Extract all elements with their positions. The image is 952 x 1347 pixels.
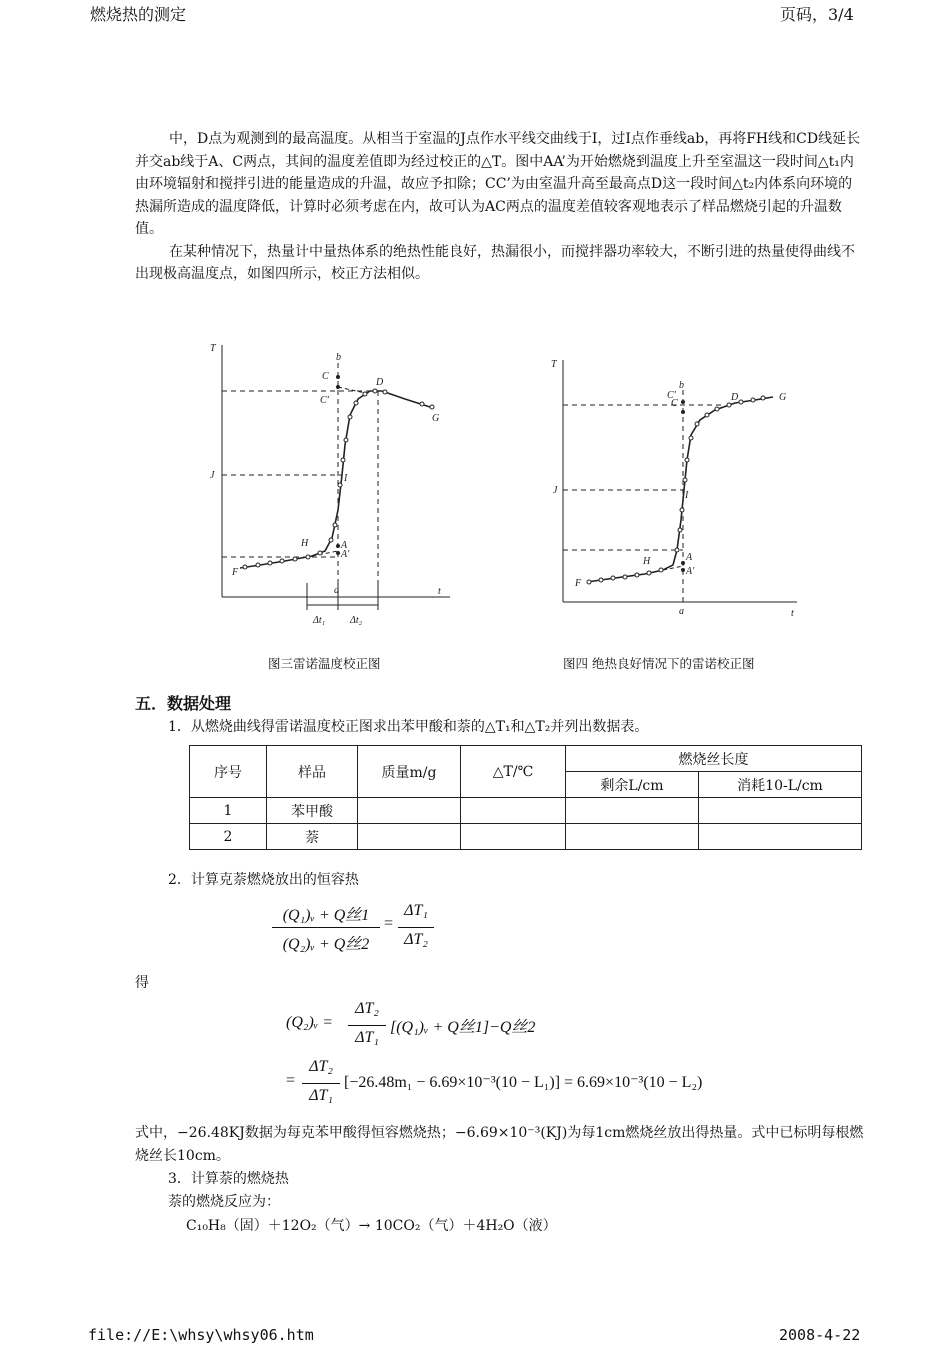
cell-consumed	[699, 824, 862, 850]
cell-no: 2	[190, 824, 267, 850]
equation-2	[286, 1000, 586, 1056]
section-title: 五．数据处理	[135, 694, 232, 713]
cell-sample: 苯甲酸	[267, 798, 358, 824]
fig4-label-D: D	[731, 392, 739, 403]
eq1-num-left: (Q₁)ᵥ + Q丝1	[282, 907, 370, 924]
paragraph-2: 在某种情况下，热量计中量热体系的绝热性能良好，热漏很小，而搅拌器功率较大，不断引进的热量使得曲线不出现极高温度点，如图四所示，校正方法相似。	[135, 243, 855, 282]
fig4-label-Cp: C'	[667, 390, 676, 401]
table-row	[190, 798, 862, 824]
fig3-label-J: J	[210, 470, 215, 481]
th-mass: 质量m/g	[358, 746, 461, 798]
equation-1	[272, 902, 442, 958]
header-page: 页码，3/4	[780, 5, 854, 24]
fig3-label-A: A	[341, 540, 348, 551]
table-row	[190, 824, 862, 850]
eq1-num-right: ΔT₁	[404, 902, 428, 919]
eq3-frac-num: ΔT₂	[309, 1058, 333, 1075]
fig4-label-G: G	[779, 392, 787, 403]
eq2-rest: [(Q₁)ᵥ + Q丝1]−Q丝2	[390, 1019, 536, 1036]
fig4-axis-t: t	[791, 608, 794, 619]
header-title: 燃烧热的测定	[90, 5, 187, 24]
fig4-label-J: J	[553, 485, 558, 496]
step-2: 2．计算克萘燃烧放出的恒容热	[168, 872, 359, 888]
fig4-label-H: H	[643, 556, 651, 567]
fig4-label-C: C	[671, 398, 678, 409]
reaction-equation: C₁₀H₈（固）＋12O₂（气）→ 10CO₂（气）＋4H₂O（液）	[186, 1218, 557, 1234]
cell-remain	[566, 798, 699, 824]
th-wire: 燃烧丝长度	[566, 746, 862, 772]
eq3-rest: [−26.48m₁ − 6.69×10⁻³(10 − L₁)] = 6.69×10⁻³(10 − L₂)	[344, 1074, 703, 1091]
fig4-label-b: b	[679, 380, 684, 391]
cell-no: 1	[190, 798, 267, 824]
fig3-label-F: F	[232, 567, 239, 578]
eq1-den-right: ΔT₂	[404, 931, 428, 948]
cell-sample: 萘	[267, 824, 358, 850]
reaction-intro: 萘的燃烧反应为：	[168, 1194, 280, 1210]
fig4-axis-T: T	[551, 359, 557, 370]
eq2-lhs: (Q₂)ᵥ =	[286, 1014, 334, 1031]
eq2-frac-num: ΔT₂	[355, 1000, 379, 1017]
paragraph-1: 中，D点为观测到的最高温度。从相当于室温的J点作水平线交曲线于I，过I点作垂线ab，再将FH线和CD线延长并交ab线于A、C两点，其间的温度差值即为经过校正的△T。图中AA’为开始燃烧到温度上升至室温这一段时间△t₁内由环境辐射和搅拌引进的能量造成的升温，故应予扣除；CC’为由室温升高至最高点D这一段时间△t₂内体系向环境的热漏所造成的温度降低，计算时必须考虑在内，故可认为AC两点的温度差值较客观地表示了样品燃烧引起的升温数值。	[135, 131, 861, 237]
fig3-label-dt1: Δt₁	[313, 615, 326, 626]
th-sample: 样品	[267, 746, 358, 798]
figure-3-caption: 图三雷诺温度校正图	[268, 656, 381, 671]
data-table	[189, 745, 862, 850]
cell-mass	[358, 798, 461, 824]
eq3-lead: =	[286, 1072, 296, 1089]
fig3-label-a: a	[334, 585, 339, 596]
fig3-label-I: I	[344, 473, 348, 484]
fig3-axis-T: T	[210, 343, 216, 354]
note-paragraph: 式中，−26.48KJ数据为每克苯甲酸得恒容燃烧热；−6.69×10⁻³(KJ)为每1cm燃烧丝放出得热量。式中已标明每根燃烧丝长10cm。	[135, 1125, 864, 1164]
eq3-frac-den: ΔT₁	[309, 1087, 333, 1104]
th-no: 序号	[190, 746, 267, 798]
fig4-label-F: F	[575, 578, 582, 589]
equation-3	[286, 1058, 806, 1114]
cell-consumed	[699, 798, 862, 824]
fig3-label-C: C	[322, 371, 329, 382]
body-paragraphs	[135, 128, 865, 286]
eq1-den-left: (Q₂)ᵥ + Q丝2	[282, 936, 370, 953]
step-1: 1．从燃烧曲线得雷诺温度校正图求出苯甲酸和萘的△T₁和△T₂并列出数据表。	[168, 719, 649, 735]
th-consumed: 消耗10-L/cm	[699, 772, 862, 798]
note-block	[135, 1122, 865, 1167]
fig3-axis-t: t	[438, 586, 441, 597]
th-remain: 剩余L/cm	[566, 772, 699, 798]
fig3-label-G: G	[432, 413, 440, 424]
cell-dT	[461, 824, 566, 850]
fig3-label-H: H	[301, 538, 309, 549]
footer-path: file://E:\whsy\whsy06.htm	[88, 1326, 314, 1344]
fig3-label-D: D	[376, 377, 384, 388]
cell-dT	[461, 798, 566, 824]
fig4-label-a: a	[679, 606, 684, 617]
footer-date: 2008-4-22	[779, 1326, 861, 1344]
step-3: 3．计算萘的燃烧热	[168, 1171, 289, 1187]
fig3-label-b: b	[336, 352, 341, 363]
fig4-label-A: A	[686, 552, 693, 563]
fig3-label-Cp: C'	[320, 395, 329, 406]
cell-remain	[566, 824, 699, 850]
eq1-equals: =	[384, 915, 394, 932]
de-text: 得	[135, 975, 149, 991]
fig3-label-dt2: Δt₂	[350, 615, 363, 626]
fig4-label-Ap: A'	[686, 566, 695, 577]
cell-mass	[358, 824, 461, 850]
figure-3-reynolds-chart	[200, 335, 470, 630]
fig3-label-Ap: A'	[341, 549, 350, 560]
th-dT: △T/℃	[461, 746, 566, 798]
figure-4-reynolds-chart	[545, 350, 815, 620]
figure-4-caption: 图四 绝热良好情况下的雷诺校正图	[563, 656, 755, 671]
fig4-label-I: I	[685, 490, 689, 501]
eq2-frac-den: ΔT₁	[355, 1029, 379, 1046]
